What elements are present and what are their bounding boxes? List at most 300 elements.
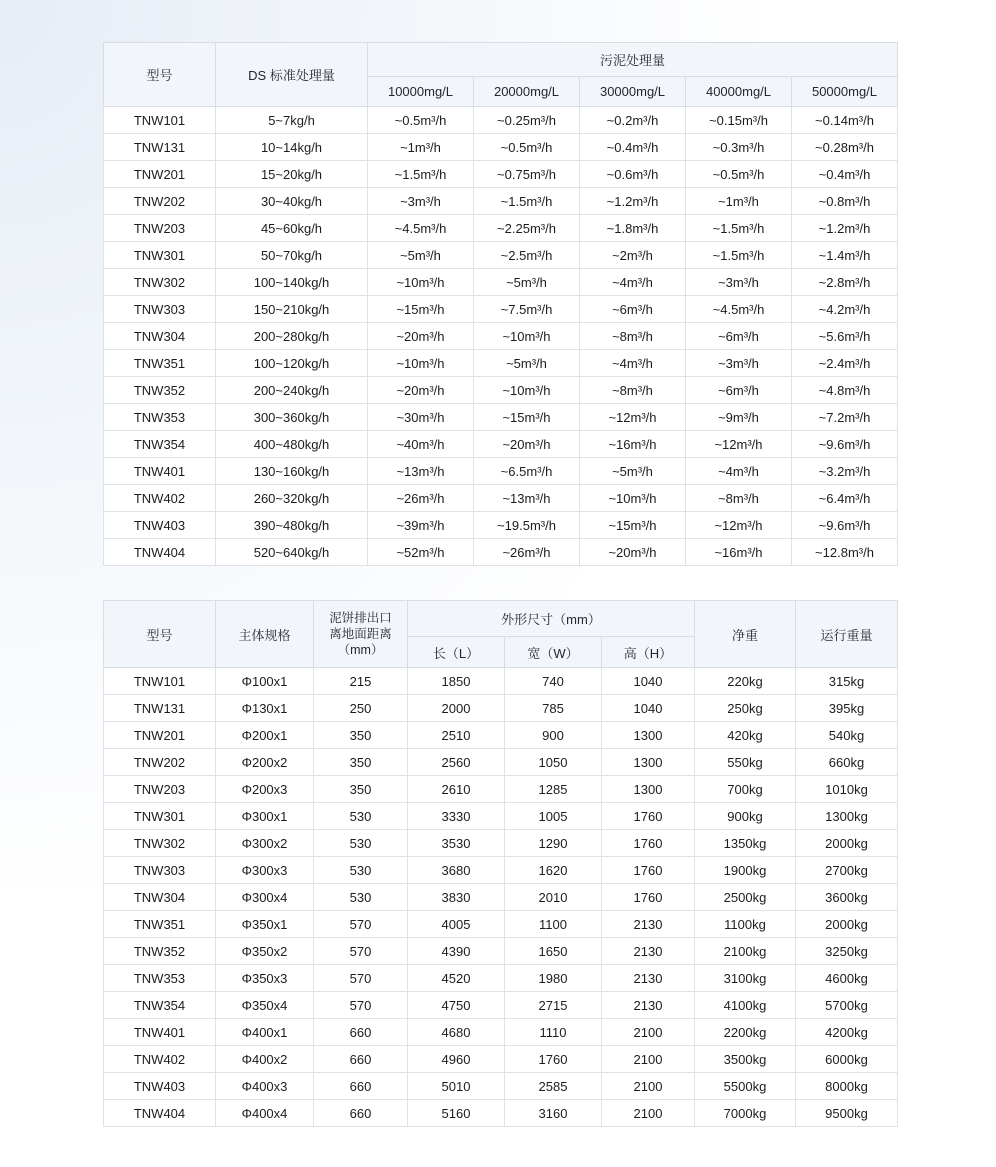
value-cell: 2010 [505, 884, 602, 911]
value-cell: ~5m³/h [368, 242, 474, 269]
value-cell: 660kg [796, 749, 898, 776]
value-cell: 530 [314, 803, 408, 830]
value-cell: 660 [314, 1100, 408, 1127]
model-cell: TNW352 [104, 938, 216, 965]
value-cell: Φ350x1 [216, 911, 314, 938]
column-group-header-sludge-capacity: 污泥处理量 [368, 43, 898, 77]
value-cell: ~0.4m³/h [792, 161, 898, 188]
value-cell: ~0.14m³/h [792, 107, 898, 134]
value-cell: ~2.5m³/h [474, 242, 580, 269]
value-cell: ~5m³/h [474, 269, 580, 296]
value-cell: 3530 [408, 830, 505, 857]
value-cell: 3680 [408, 857, 505, 884]
model-cell: TNW301 [104, 242, 216, 269]
value-cell: 4520 [408, 965, 505, 992]
table-row [104, 776, 898, 803]
model-cell: TNW202 [104, 188, 216, 215]
model-cell: TNW351 [104, 350, 216, 377]
value-cell: ~6m³/h [580, 296, 686, 323]
column-header-body-spec: 主体规格 [216, 601, 314, 668]
column-header-cake-outlet-height [314, 601, 408, 668]
table-row [104, 1019, 898, 1046]
table-row [104, 269, 898, 296]
value-cell: ~52m³/h [368, 539, 474, 566]
model-cell: TNW131 [104, 134, 216, 161]
value-cell: ~4.5m³/h [368, 215, 474, 242]
value-cell: 2000kg [796, 911, 898, 938]
value-cell: 1760 [602, 884, 695, 911]
value-cell: 1285 [505, 776, 602, 803]
table-row [104, 884, 898, 911]
value-cell: 315kg [796, 668, 898, 695]
value-cell: 150~210kg/h [216, 296, 368, 323]
value-cell: 520~640kg/h [216, 539, 368, 566]
column-header-concentration-50000: 50000mg/L [792, 77, 898, 107]
model-cell: TNW353 [104, 965, 216, 992]
value-cell: 1100 [505, 911, 602, 938]
value-cell: ~1m³/h [686, 188, 792, 215]
model-cell: TNW404 [104, 539, 216, 566]
sludge-capacity-table [103, 42, 898, 566]
value-cell: 100~140kg/h [216, 269, 368, 296]
model-cell: TNW203 [104, 215, 216, 242]
value-cell: Φ350x2 [216, 938, 314, 965]
column-header-concentration-30000: 30000mg/L [580, 77, 686, 107]
table-row [104, 161, 898, 188]
value-cell: 350 [314, 776, 408, 803]
model-cell: TNW131 [104, 695, 216, 722]
value-cell: 2100 [602, 1046, 695, 1073]
value-cell: 4005 [408, 911, 505, 938]
model-cell: TNW401 [104, 1019, 216, 1046]
value-cell: Φ300x3 [216, 857, 314, 884]
value-cell: ~8m³/h [580, 377, 686, 404]
model-cell: TNW403 [104, 512, 216, 539]
table-row [104, 242, 898, 269]
value-cell: ~0.6m³/h [580, 161, 686, 188]
value-cell: 570 [314, 992, 408, 1019]
value-cell: 1300kg [796, 803, 898, 830]
dimensions-weight-table [103, 600, 898, 1127]
table-row [104, 512, 898, 539]
value-cell: 50~70kg/h [216, 242, 368, 269]
value-cell: ~19.5m³/h [474, 512, 580, 539]
value-cell: 1300 [602, 722, 695, 749]
value-cell: 660 [314, 1073, 408, 1100]
value-cell: 2510 [408, 722, 505, 749]
table-row [104, 695, 898, 722]
value-cell: ~1.5m³/h [474, 188, 580, 215]
model-cell: TNW302 [104, 269, 216, 296]
value-cell: 4390 [408, 938, 505, 965]
table-row [104, 938, 898, 965]
value-cell: 2100kg [695, 938, 796, 965]
table-row [104, 431, 898, 458]
value-cell: ~10m³/h [368, 269, 474, 296]
outlet-header-line-3: （mm） [337, 643, 384, 657]
model-cell: TNW353 [104, 404, 216, 431]
value-cell: Φ400x3 [216, 1073, 314, 1100]
value-cell: ~3.2m³/h [792, 458, 898, 485]
table-row [104, 749, 898, 776]
capacity-table-header [104, 43, 898, 107]
table-row [104, 215, 898, 242]
value-cell: ~2.25m³/h [474, 215, 580, 242]
value-cell: 2700kg [796, 857, 898, 884]
value-cell: 1980 [505, 965, 602, 992]
value-cell: ~13m³/h [474, 485, 580, 512]
model-cell: TNW402 [104, 485, 216, 512]
value-cell: ~0.3m³/h [686, 134, 792, 161]
dimensions-table-header [104, 601, 898, 668]
value-cell: 220kg [695, 668, 796, 695]
table-row [104, 1073, 898, 1100]
outlet-header-line-2: 离地面距离 [329, 627, 392, 641]
capacity-header-row-1 [104, 43, 898, 77]
value-cell: Φ350x3 [216, 965, 314, 992]
value-cell: ~0.75m³/h [474, 161, 580, 188]
table-row [104, 803, 898, 830]
value-cell: 3250kg [796, 938, 898, 965]
value-cell: 1650 [505, 938, 602, 965]
dimensions-header-row-1 [104, 601, 898, 637]
value-cell: 390~480kg/h [216, 512, 368, 539]
value-cell: 1290 [505, 830, 602, 857]
model-cell: TNW352 [104, 377, 216, 404]
value-cell: 9500kg [796, 1100, 898, 1127]
value-cell: ~5m³/h [580, 458, 686, 485]
value-cell: ~9m³/h [686, 404, 792, 431]
value-cell: 420kg [695, 722, 796, 749]
value-cell: 785 [505, 695, 602, 722]
value-cell: 15~20kg/h [216, 161, 368, 188]
value-cell: ~1.2m³/h [580, 188, 686, 215]
value-cell: 2130 [602, 911, 695, 938]
value-cell: ~26m³/h [474, 539, 580, 566]
value-cell: 1760 [505, 1046, 602, 1073]
value-cell: ~2m³/h [580, 242, 686, 269]
value-cell: Φ200x1 [216, 722, 314, 749]
value-cell: 2130 [602, 965, 695, 992]
value-cell: 350 [314, 722, 408, 749]
column-header-width: 宽（W） [505, 637, 602, 668]
value-cell: ~4m³/h [580, 269, 686, 296]
value-cell: 250kg [695, 695, 796, 722]
outlet-header-line-1: 泥饼排出口 [329, 611, 392, 625]
value-cell: Φ200x3 [216, 776, 314, 803]
value-cell: 5700kg [796, 992, 898, 1019]
value-cell: ~9.6m³/h [792, 431, 898, 458]
table-row [104, 134, 898, 161]
value-cell: ~4.8m³/h [792, 377, 898, 404]
table-row [104, 1046, 898, 1073]
table-row [104, 107, 898, 134]
value-cell: 5500kg [695, 1073, 796, 1100]
value-cell: ~16m³/h [580, 431, 686, 458]
value-cell: 2130 [602, 992, 695, 1019]
table-row [104, 188, 898, 215]
value-cell: 3100kg [695, 965, 796, 992]
value-cell: 2585 [505, 1073, 602, 1100]
value-cell: 300~360kg/h [216, 404, 368, 431]
value-cell: ~0.5m³/h [474, 134, 580, 161]
value-cell: Φ300x4 [216, 884, 314, 911]
table-row [104, 857, 898, 884]
column-header-concentration-40000: 40000mg/L [686, 77, 792, 107]
value-cell: 4960 [408, 1046, 505, 1073]
value-cell: 1005 [505, 803, 602, 830]
value-cell: Φ300x1 [216, 803, 314, 830]
table-row [104, 296, 898, 323]
value-cell: 1040 [602, 668, 695, 695]
value-cell: 215 [314, 668, 408, 695]
value-cell: 6000kg [796, 1046, 898, 1073]
value-cell: 660 [314, 1019, 408, 1046]
value-cell: Φ400x4 [216, 1100, 314, 1127]
column-header-running-weight: 运行重量 [796, 601, 898, 668]
column-header-net-weight: 净重 [695, 601, 796, 668]
model-cell: TNW203 [104, 776, 216, 803]
model-cell: TNW354 [104, 992, 216, 1019]
value-cell: 3160 [505, 1100, 602, 1127]
value-cell: ~4.2m³/h [792, 296, 898, 323]
model-cell: TNW302 [104, 830, 216, 857]
value-cell: 1100kg [695, 911, 796, 938]
value-cell: 395kg [796, 695, 898, 722]
model-cell: TNW351 [104, 911, 216, 938]
value-cell: ~5m³/h [474, 350, 580, 377]
value-cell: 1760 [602, 857, 695, 884]
value-cell: 530 [314, 830, 408, 857]
value-cell: 4600kg [796, 965, 898, 992]
model-cell: TNW101 [104, 107, 216, 134]
value-cell: 4680 [408, 1019, 505, 1046]
value-cell: 1350kg [695, 830, 796, 857]
value-cell: 660 [314, 1046, 408, 1073]
table-row [104, 992, 898, 1019]
value-cell: ~12.8m³/h [792, 539, 898, 566]
model-cell: TNW303 [104, 857, 216, 884]
column-header-concentration-10000: 10000mg/L [368, 77, 474, 107]
model-cell: TNW404 [104, 1100, 216, 1127]
value-cell: ~20m³/h [368, 323, 474, 350]
value-cell: ~12m³/h [686, 512, 792, 539]
value-cell: ~6m³/h [686, 323, 792, 350]
value-cell: 570 [314, 938, 408, 965]
value-cell: ~0.5m³/h [686, 161, 792, 188]
value-cell: 5~7kg/h [216, 107, 368, 134]
value-cell: Φ400x2 [216, 1046, 314, 1073]
table-row [104, 323, 898, 350]
value-cell: 540kg [796, 722, 898, 749]
value-cell: 2130 [602, 938, 695, 965]
value-cell: 100~120kg/h [216, 350, 368, 377]
value-cell: 3330 [408, 803, 505, 830]
value-cell: ~1.5m³/h [686, 242, 792, 269]
value-cell: 200~240kg/h [216, 377, 368, 404]
value-cell: ~0.4m³/h [580, 134, 686, 161]
table-row [104, 404, 898, 431]
value-cell: ~4.5m³/h [686, 296, 792, 323]
value-cell: 4200kg [796, 1019, 898, 1046]
table-row [104, 965, 898, 992]
value-cell: ~2.8m³/h [792, 269, 898, 296]
value-cell: 1900kg [695, 857, 796, 884]
value-cell: ~10m³/h [368, 350, 474, 377]
column-header-ds-standard-capacity: DS 标准处理量 [216, 43, 368, 107]
value-cell: ~4m³/h [686, 458, 792, 485]
value-cell: 550kg [695, 749, 796, 776]
table-row [104, 350, 898, 377]
value-cell: 2100 [602, 1073, 695, 1100]
value-cell: ~6.4m³/h [792, 485, 898, 512]
model-cell: TNW301 [104, 803, 216, 830]
value-cell: ~10m³/h [474, 323, 580, 350]
value-cell: ~40m³/h [368, 431, 474, 458]
table-row [104, 485, 898, 512]
value-cell: 2500kg [695, 884, 796, 911]
value-cell: 45~60kg/h [216, 215, 368, 242]
dimensions-table-body [104, 668, 898, 1127]
value-cell: ~13m³/h [368, 458, 474, 485]
value-cell: ~1.8m³/h [580, 215, 686, 242]
table-row [104, 668, 898, 695]
value-cell: ~7.2m³/h [792, 404, 898, 431]
column-header-model: 型号 [104, 601, 216, 668]
column-header-length: 长（L） [408, 637, 505, 668]
value-cell: ~15m³/h [474, 404, 580, 431]
value-cell: 400~480kg/h [216, 431, 368, 458]
value-cell: 1760 [602, 830, 695, 857]
value-cell: 3600kg [796, 884, 898, 911]
value-cell: ~0.8m³/h [792, 188, 898, 215]
value-cell: ~0.5m³/h [368, 107, 474, 134]
value-cell: 2000kg [796, 830, 898, 857]
value-cell: ~20m³/h [474, 431, 580, 458]
value-cell: ~12m³/h [686, 431, 792, 458]
value-cell: 2560 [408, 749, 505, 776]
value-cell: 570 [314, 965, 408, 992]
value-cell: 570 [314, 911, 408, 938]
value-cell: ~4m³/h [580, 350, 686, 377]
value-cell: ~15m³/h [580, 512, 686, 539]
column-header-concentration-20000: 20000mg/L [474, 77, 580, 107]
value-cell: Φ400x1 [216, 1019, 314, 1046]
value-cell: 2200kg [695, 1019, 796, 1046]
value-cell: 350 [314, 749, 408, 776]
value-cell: 3830 [408, 884, 505, 911]
capacity-table-body [104, 107, 898, 566]
model-cell: TNW403 [104, 1073, 216, 1100]
table-row [104, 377, 898, 404]
value-cell: 2100 [602, 1019, 695, 1046]
value-cell: 740 [505, 668, 602, 695]
value-cell: ~9.6m³/h [792, 512, 898, 539]
value-cell: 4750 [408, 992, 505, 1019]
value-cell: ~6m³/h [686, 377, 792, 404]
value-cell: ~10m³/h [474, 377, 580, 404]
value-cell: 700kg [695, 776, 796, 803]
value-cell: Φ350x4 [216, 992, 314, 1019]
value-cell: ~8m³/h [580, 323, 686, 350]
table-row [104, 722, 898, 749]
model-cell: TNW201 [104, 161, 216, 188]
model-cell: TNW202 [104, 749, 216, 776]
value-cell: 2610 [408, 776, 505, 803]
value-cell: 7000kg [695, 1100, 796, 1127]
value-cell: ~5.6m³/h [792, 323, 898, 350]
value-cell: ~3m³/h [686, 350, 792, 377]
value-cell: ~3m³/h [368, 188, 474, 215]
value-cell: 250 [314, 695, 408, 722]
value-cell: 4100kg [695, 992, 796, 1019]
value-cell: 530 [314, 884, 408, 911]
model-cell: TNW101 [104, 668, 216, 695]
table-row [104, 458, 898, 485]
value-cell: Φ130x1 [216, 695, 314, 722]
table-row [104, 830, 898, 857]
value-cell: 1050 [505, 749, 602, 776]
model-cell: TNW354 [104, 431, 216, 458]
value-cell: 30~40kg/h [216, 188, 368, 215]
value-cell: 260~320kg/h [216, 485, 368, 512]
value-cell: 1300 [602, 749, 695, 776]
value-cell: 1300 [602, 776, 695, 803]
value-cell: ~20m³/h [580, 539, 686, 566]
value-cell: ~0.2m³/h [580, 107, 686, 134]
value-cell: 1850 [408, 668, 505, 695]
value-cell: 200~280kg/h [216, 323, 368, 350]
value-cell: 3500kg [695, 1046, 796, 1073]
value-cell: ~0.15m³/h [686, 107, 792, 134]
value-cell: ~3m³/h [686, 269, 792, 296]
value-cell: ~1.5m³/h [368, 161, 474, 188]
value-cell: ~39m³/h [368, 512, 474, 539]
value-cell: ~12m³/h [580, 404, 686, 431]
model-cell: TNW304 [104, 884, 216, 911]
value-cell: ~1.4m³/h [792, 242, 898, 269]
value-cell: 1040 [602, 695, 695, 722]
value-cell: 8000kg [796, 1073, 898, 1100]
value-cell: ~30m³/h [368, 404, 474, 431]
value-cell: 530 [314, 857, 408, 884]
value-cell: 5010 [408, 1073, 505, 1100]
value-cell: 5160 [408, 1100, 505, 1127]
value-cell: 10~14kg/h [216, 134, 368, 161]
value-cell: ~15m³/h [368, 296, 474, 323]
value-cell: Φ300x2 [216, 830, 314, 857]
value-cell: 130~160kg/h [216, 458, 368, 485]
table-row [104, 911, 898, 938]
model-cell: TNW401 [104, 458, 216, 485]
value-cell: 1620 [505, 857, 602, 884]
value-cell: ~1.5m³/h [686, 215, 792, 242]
value-cell: 900 [505, 722, 602, 749]
value-cell: ~7.5m³/h [474, 296, 580, 323]
value-cell: 900kg [695, 803, 796, 830]
column-group-header-outer-dimensions: 外形尺寸（mm） [408, 601, 695, 637]
value-cell: Φ100x1 [216, 668, 314, 695]
value-cell: 1010kg [796, 776, 898, 803]
value-cell: 1110 [505, 1019, 602, 1046]
value-cell: ~1.2m³/h [792, 215, 898, 242]
value-cell: 2100 [602, 1100, 695, 1127]
value-cell: ~8m³/h [686, 485, 792, 512]
value-cell: 1760 [602, 803, 695, 830]
model-cell: TNW304 [104, 323, 216, 350]
value-cell: ~0.28m³/h [792, 134, 898, 161]
value-cell: ~2.4m³/h [792, 350, 898, 377]
